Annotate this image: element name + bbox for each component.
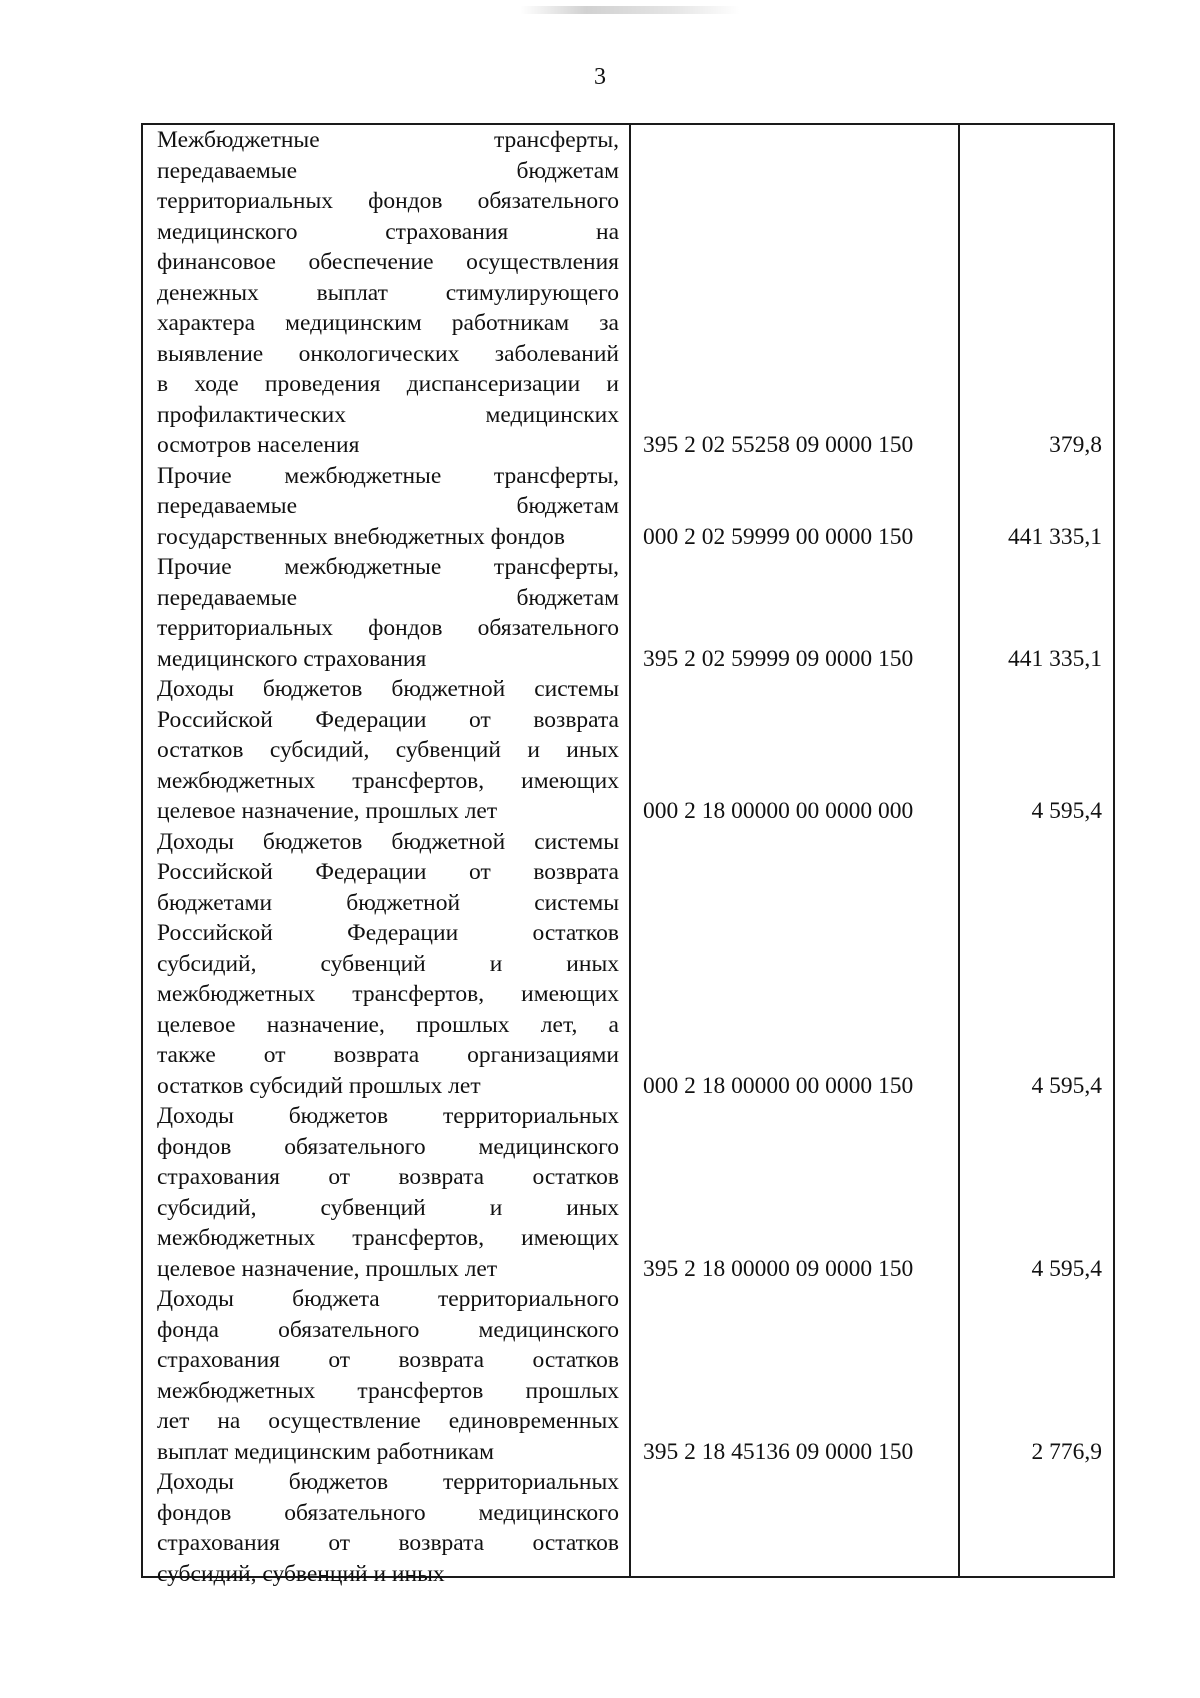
table-row: [143, 674, 1113, 827]
description-line: межбюджетных трансфертов прошлых: [157, 1377, 619, 1404]
row-description: [157, 827, 619, 1102]
description-line: медицинского страхования: [157, 645, 427, 672]
table-row: [143, 1284, 1113, 1467]
budget-classification-code: 395 2 02 59999 09 0000 150: [643, 645, 914, 672]
description-line: Межбюджетные трансферты,: [157, 127, 619, 153]
budget-classification-code: 395 2 18 45136 09 0000 150: [643, 1438, 914, 1465]
description-line: межбюджетных трансфертов, имеющих: [157, 1225, 619, 1251]
row-description: [157, 674, 619, 827]
description-line: целевое назначение, прошлых лет: [157, 798, 498, 824]
budget-classification-code: 395 2 18 00000 09 0000 150: [643, 1255, 914, 1282]
description-line: целевое назначение, прошлых лет, а: [157, 1011, 619, 1038]
budget-classification-code: 395 2 02 55258 09 0000 150: [643, 432, 914, 458]
description-line: остатков субсидий прошлых лет: [157, 1072, 481, 1099]
description-line: остатков субсидий, субвенций и иных: [157, 737, 619, 763]
page-number: 3: [594, 64, 606, 90]
amount-value: 441 335,1: [1008, 645, 1102, 672]
table-row: [143, 1101, 1113, 1284]
table-row: [143, 827, 1113, 1102]
row-description: [157, 461, 619, 553]
description-line: выявление онкологических заболеваний: [157, 340, 619, 367]
description-line: страхования от возврата остатков: [157, 1530, 619, 1556]
amount-value: 441 335,1: [1008, 523, 1102, 550]
table-row: [143, 1467, 1113, 1589]
description-line: денежных выплат стимулирующего: [157, 279, 619, 306]
description-line: передаваемые бюджетам: [157, 493, 619, 519]
description-line: осмотров населения: [157, 432, 360, 458]
description-line: бюджетами бюджетной системы: [157, 889, 619, 916]
description-line: Российской Федерации от возврата: [157, 859, 619, 885]
description-line: передаваемые бюджетам: [157, 584, 619, 611]
description-line: Прочие межбюджетные трансферты,: [157, 554, 619, 580]
description-line: субсидий, субвенций и иных: [157, 1560, 445, 1587]
description-line: целевое назначение, прошлых лет: [157, 1255, 498, 1282]
row-description: [157, 1467, 619, 1589]
description-line: фондов обязательного медицинского: [157, 1499, 619, 1526]
description-line: также от возврата организациями: [157, 1042, 619, 1068]
amount-value: 2 776,9: [1031, 1438, 1102, 1465]
description-line: фондов обязательного медицинского: [157, 1133, 619, 1160]
description-line: характера медицинским работникам за: [157, 310, 619, 336]
description-line: Доходы бюджетов территориальных: [157, 1469, 619, 1495]
scan-artifact: [520, 6, 740, 14]
description-line: Доходы бюджетов бюджетной системы: [157, 828, 619, 855]
description-line: Прочие межбюджетные трансферты,: [157, 462, 619, 489]
table-row: [143, 461, 1113, 553]
description-line: Российской Федерации от возврата: [157, 706, 619, 733]
description-line: передаваемые бюджетам: [157, 157, 619, 184]
description-line: медицинского страхования на: [157, 218, 619, 245]
description-line: государственных внебюджетных фондов: [157, 523, 565, 550]
budget-classification-code: 000 2 02 59999 00 0000 150: [643, 523, 914, 550]
description-line: межбюджетных трансфертов, имеющих: [157, 981, 619, 1007]
description-line: территориальных фондов обязательного: [157, 188, 619, 214]
description-line: лет на осуществление единовременных: [157, 1408, 619, 1434]
amount-value: 4 595,4: [1031, 1255, 1102, 1282]
description-line: Доходы бюджетов бюджетной системы: [157, 676, 619, 702]
description-line: субсидий, субвенций и иных: [157, 1194, 619, 1221]
table-row: [143, 552, 1113, 674]
amount-value: 379,8: [1049, 432, 1102, 458]
description-line: страхования от возврата остатков: [157, 1164, 619, 1190]
description-line: Доходы бюджетов территориальных: [157, 1103, 619, 1129]
row-description: [157, 1101, 619, 1284]
description-line: Доходы бюджета территориального: [157, 1286, 619, 1312]
description-line: финансовое обеспечение осуществления: [157, 249, 619, 275]
budget-classification-code: 000 2 18 00000 00 0000 000: [643, 798, 914, 824]
row-description: [157, 1284, 619, 1467]
description-line: профилактических медицинских: [157, 401, 619, 428]
amount-value: 4 595,4: [1031, 1072, 1102, 1099]
description-line: выплат медицинским работникам: [157, 1438, 494, 1465]
row-description: [157, 552, 619, 674]
description-line: страхования от возврата остатков: [157, 1347, 619, 1373]
table-row: [143, 125, 1113, 461]
description-line: субсидий, субвенций и иных: [157, 950, 619, 977]
description-line: фонда обязательного медицинского: [157, 1316, 619, 1343]
amount-value: 4 595,4: [1031, 798, 1102, 824]
description-line: Российской Федерации остатков: [157, 920, 619, 946]
description-line: межбюджетных трансфертов, имеющих: [157, 767, 619, 794]
budget-revenue-table: [141, 123, 1115, 1587]
description-line: территориальных фондов обязательного: [157, 615, 619, 641]
budget-classification-code: 000 2 18 00000 00 0000 150: [643, 1072, 914, 1099]
row-description: [157, 125, 619, 461]
description-line: в ходе проведения диспансеризации и: [157, 371, 619, 397]
